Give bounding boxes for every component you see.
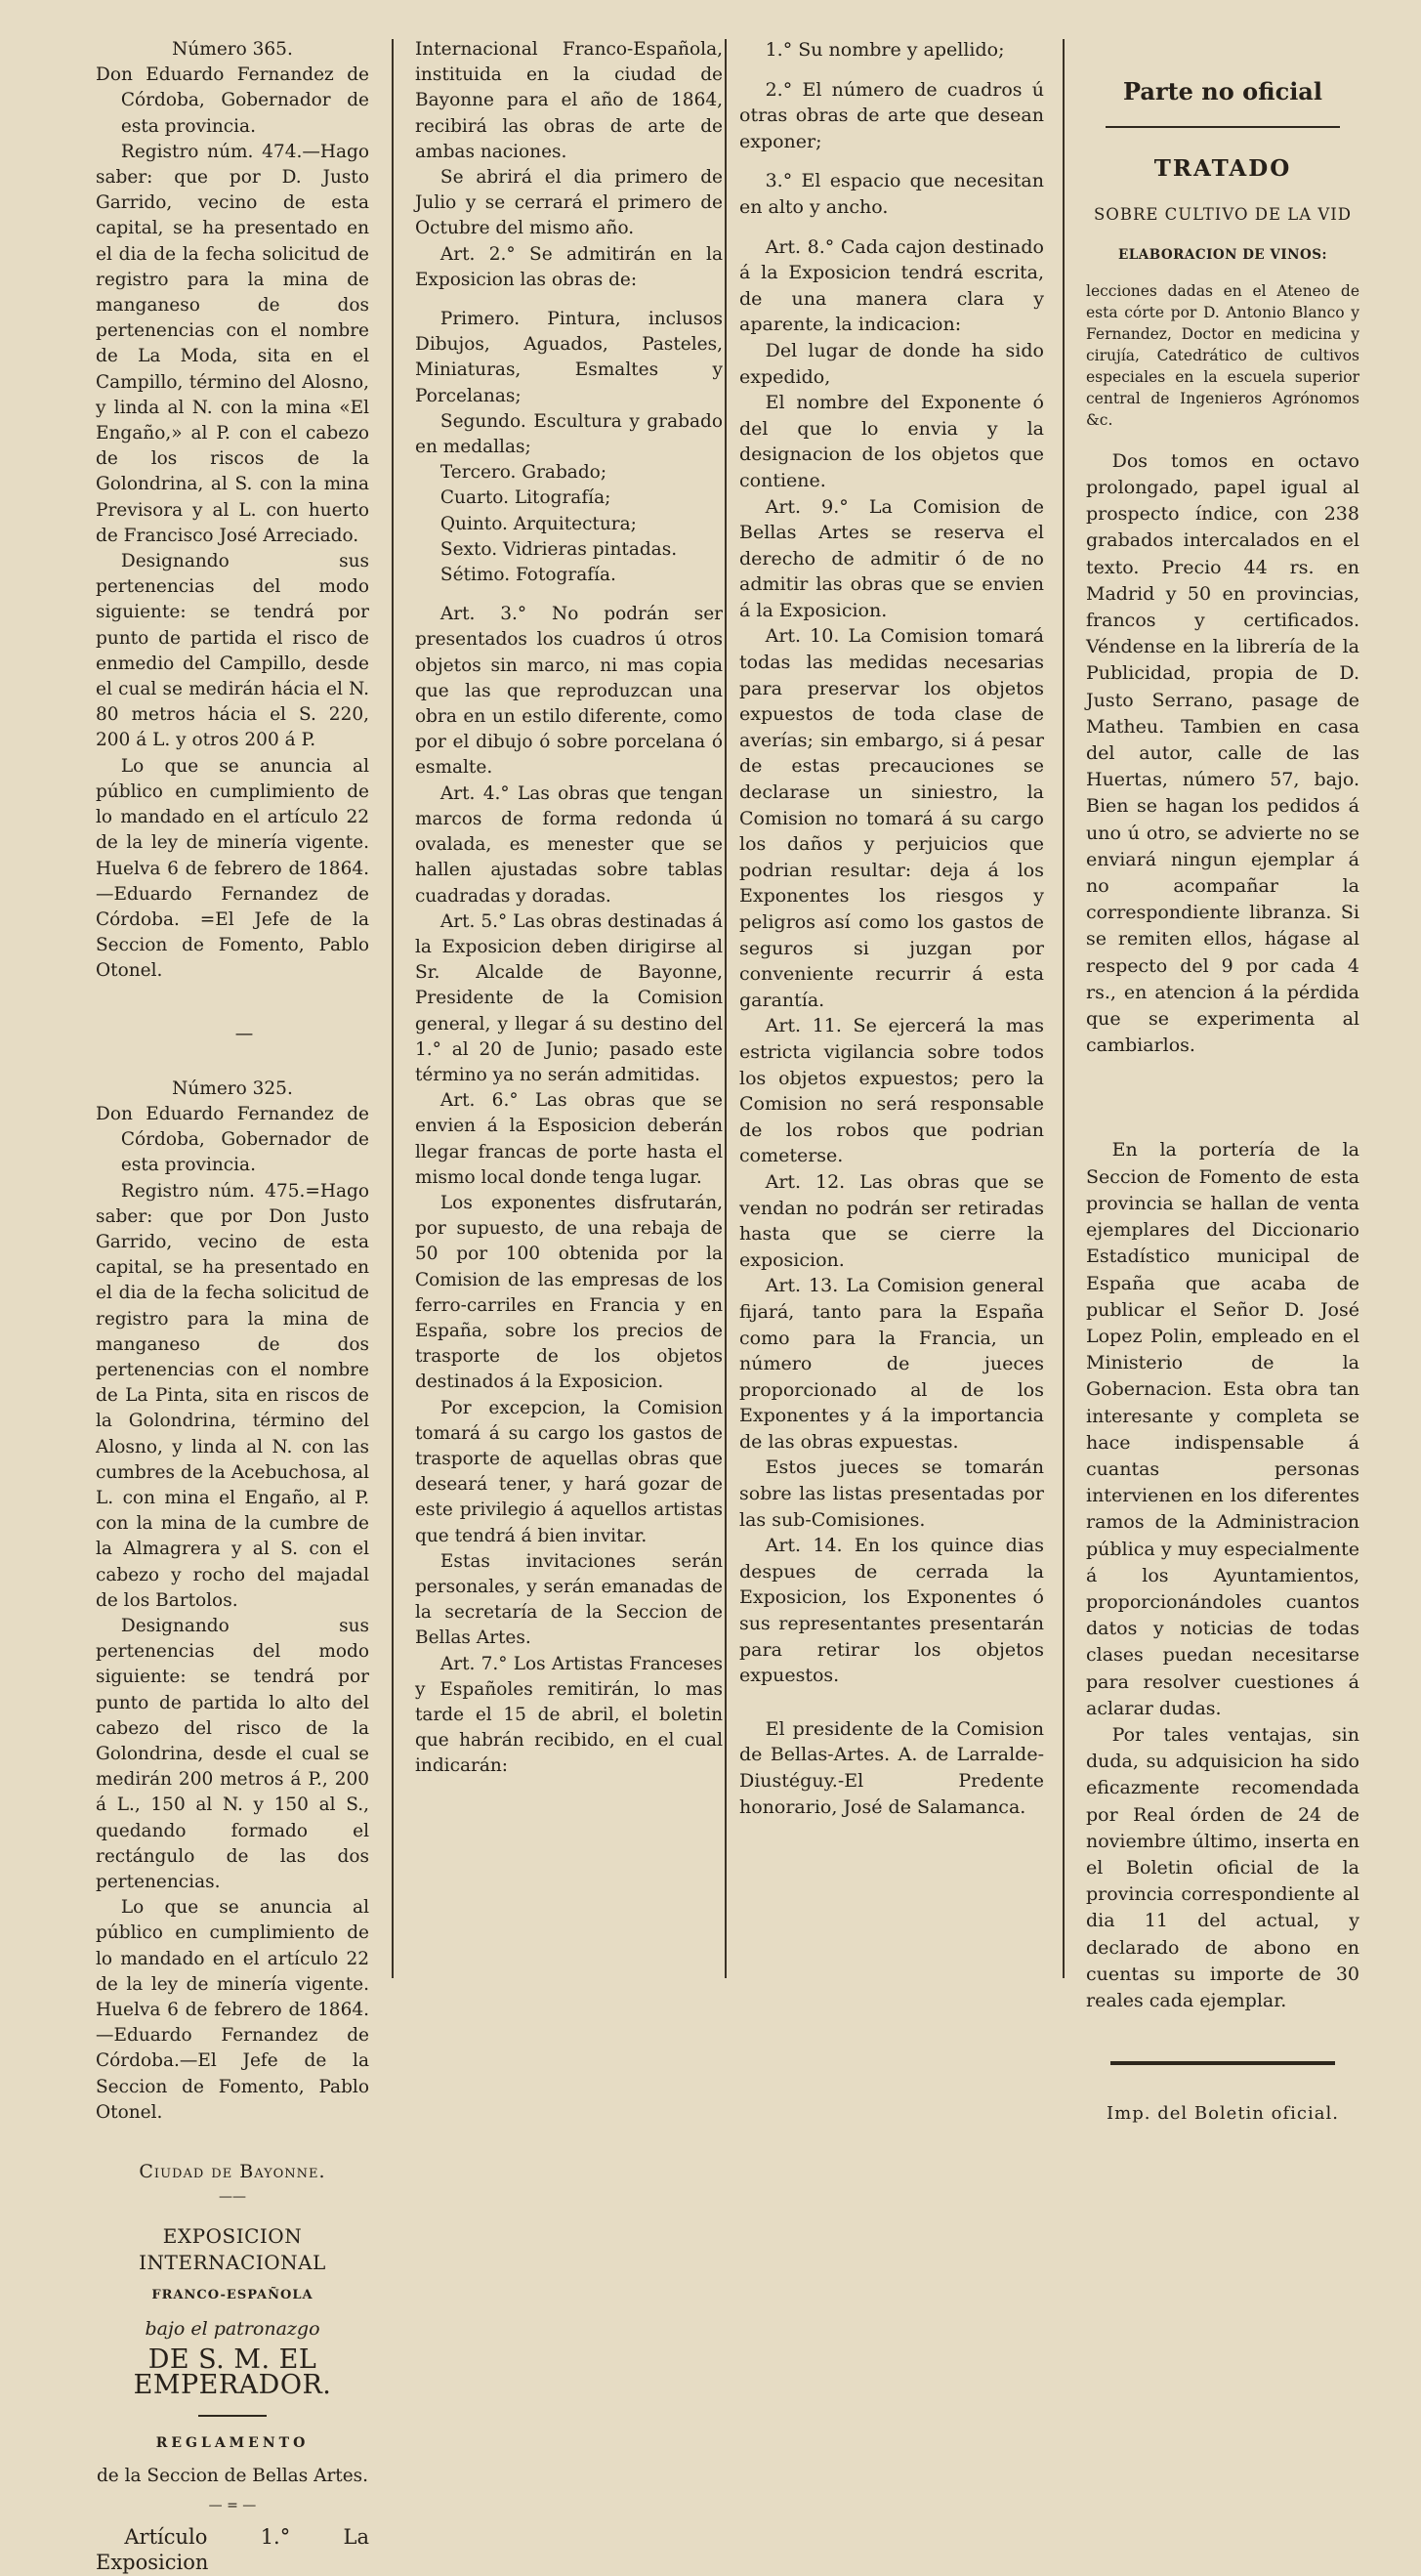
article-paragraph: Art. 14. En los quince dias despues de cerrada la Exposicion, los Exponentes ó sus representantes presentarán para retirar los objetos expuestos. [739,1535,1044,1687]
notice-paragraph: Designando sus pertenencias del modo siguiente: se tendrá por punto de partida el risco de enmedio del Campillo, desde el cual se medirán hácia el N. 80 metros hácia el S. 220, 200 á L. y otros 200 á P. [96,551,369,751]
advert-paragraph: En la portería de la Seccion de Fomento de esta provincia se hallan de venta ejemplares del Diccionario Estadístico municipal de España que acaba de publicar el Señor D. José Lopez Polin, empleado en el Ministerio de la Gobernacion. Esta obra tan interesante y completa se hace indispensable á cuantas personas intervienen en los diferentes ramos de la Administracion pública y muy especialmente á los Ayuntamientos, proporcionándoles cuantos datos y noticias de todas clases puedan necesitarse para resolver cuestiones á aclarar dudas. [1086,1139,1359,1719]
signature-paragraph: El presidente de la Comision de Bellas-Artes. A. de Larralde-Diustéguy.-El Predente honorario, José de Salamanca. [739,1717,1044,1818]
list-item: Quinto. Arquitectura; [439,513,637,534]
article-paragraph: Los exponentes disfrutarán, por supuesto, de una rebaja de 50 por 100 obtenida por la Comision de las empresas de los ferro-carriles en Francia y en España, sobre los precios de trasporte de los objetos destinados á la Exposicion. [415,1192,723,1393]
emperor-line: DE S. M. EL EMPERADOR. [133,2344,332,2401]
column-2 [415,37,723,1780]
exposition-subtitle: FRANCO-ESPAÑOLA [151,2287,313,2302]
list-item: Sexto. Vidrieras pintadas. [439,538,678,560]
notice-paragraph: Lo que se anuncia al público en cumplimiento de lo mandado en el artículo 22 de la ley de minería vigente. Huelva 6 de febrero de 1864.—Eduardo Fernandez de Córdoba.—El Jefe de la Seccion de Fomento, Pablo Otonel. [96,1897,369,2123]
list-item: Segundo. Escultura y grabado en medallas; [415,410,723,458]
article-start: Artículo 1.° La Exposicion [96,2525,369,2575]
column-rule [725,39,727,1978]
list-item: 2.° El número de cuadros ú otras obras de arte que desean exponer; [739,78,1044,152]
section-rule [1106,126,1340,128]
regulation-title: REGLAMENTO [155,2434,310,2451]
article-paragraph: Del lugar de donde ha sido expedido, [739,339,1044,388]
column-4 [1086,37,1359,2127]
notice-paragraph: Designando sus pertenencias del modo siguiente: se tendrá por punto de partida lo alto del cabezo del risco de la Golondrina, desde el cual se medirán 200 metros á P., 200 á L., 150 al N. y 150 al S., quedando formado el rectángulo de las dos pertenencias. [96,1615,369,1893]
article-paragraph: Estas invitaciones serán personales, y serán emanadas de la secretaría de la Seccion de Bellas Artes. [415,1550,723,1649]
treatise-subheading: ELABORACION DE VINOS: [1117,246,1328,263]
regulation-subtitle: de la Seccion de Bellas Artes. [96,2465,369,2486]
article-paragraph: Art. 3.° No podrán ser presentados los cuadros ú otros objetos sin marco, ni mas copia que las que reproduzcan una obra en un estilo diferente, como por el dibujo ó sobre porcelana ó esmalte. [415,604,723,779]
notice-number: Número 325. [172,1077,293,1099]
article-paragraph: Internacional Franco-Española, instituida en la ciudad de Bayonne para el año de 1864, recibirá las obras de arte de ambas naciones. [415,39,723,162]
list-item: Tercero. Grabado; [439,462,607,484]
exposition-title: EXPOSICION INTERNACIONAL [139,2224,326,2274]
column-rule [392,39,394,1978]
article-paragraph: Art. 11. Se ejercerá la mas estricta vigilancia sobre todos los objetos expuestos; pero la Comision no será responsable de los robos que podrian cometerse. [739,1015,1044,1167]
article-paragraph: Por excepcion, la Comision tomará á su cargo los gastos de trasporte de aquellas obras que deseará tener, y hará gozar de este privilegio á aquellos artistas que tendrá á bien invitar. [415,1397,723,1546]
article-paragraph: Art. 6.° Las obras que se envien á la Esposicion deberán llegar francas de porte hasta el mismo local donde tenga lugar. [415,1090,723,1188]
column-rule [1063,39,1065,1978]
article-paragraph: Art. 7.° Los Artistas Franceses y Españoles remitirán, lo mas tarde el 15 de abril, el boletin que habrán recibido, en el cual indicarán: [415,1653,723,1777]
advert-paragraph: Por tales ventajas, sin duda, su adquisicion ha sido eficazmente recomendada por Real órden de 24 de noviembre último, inserta en el Boletin oficial de la provincia correspondiente al dia 11 del actual, y declarado de abono en cuentas su importe de 30 reales cada ejemplar. [1086,1723,1359,2011]
list-item: 3.° El espacio que necesitan en alto y ancho. [739,170,1044,218]
article-paragraph: El nombre del Exponente ó del que lo envia y la designacion de los objetos que contiene. [739,392,1044,491]
list-item: Primero. Pintura, inclusos Dibujos, Aguados, Pasteles, Miniaturas, Esmaltes y Porcelanas; [415,309,723,406]
article-paragraph: Art. 4.° Las obras que tengan marcos de forma redonda ú ovalada, es menester que se hallen ajustadas sobre tablas cuadradas y doradas. [415,782,723,907]
city-heading: Ciudad de Bayonne. [139,2161,326,2183]
article-paragraph: Art. 2.° Se admitirán en la Exposicion las obras de: [415,243,723,290]
advert-paragraph: Dos tomos en octavo prolongado, papel igual al prospecto índice, con 238 grabados intercalados en el texto. Precio 44 rs. en Madrid y 50 en provincias, francos y certificados. Véndense en la librería de la Publicidad, propia de D. Justo Serrano, pasage de Matheu. Tambien en casa del autor, calle de las Huertas, número 57, bajo. Bien se hagan los pedidos á uno ú otro, se advierte no se enviará ningun ejemplar á no acompañar la correspondiente libranza. Si se remiten ellos, hágase al respecto del 9 por cada 4 rs., en atencion á la pérdida que se experimenta al cambiarlos. [1086,449,1359,1057]
article-paragraph: Art. 10. La Comision tomará todas las medidas necesarias para preservar los objetos expuestos de toda clase de averías; sin embargo, si á pesar de estas precauciones se declarase un siniestro, la Comision no tomará á su cargo los daños y perjuicios que podrian resultar: deja á los Exponentes los riesgos y peligros así como los gastos de seguros si juzgan por conveniente recurrir á esta garantía. [739,625,1044,1011]
column-3 [739,37,1044,1820]
treatise-title: TRATADO [1153,155,1292,183]
treatise-description: lecciones dadas en el Ateneo de esta córte por D. Antonio Blanco y Fernandez, Doctor en medicina y cirujía, Catedrático de cultivos especiales en la escuela superior central de Ingenieros Agrónomos &c. [1086,281,1359,429]
list-item: 1.° Su nombre y apellido; [765,39,1005,61]
column-1 [96,37,369,2576]
notice-paragraph: Lo que se anuncia al público en cumplimiento de lo mandado en el artículo 22 de la ley de minería vigente. Huelva 6 de febrero de 1864.—Eduardo Fernandez de Córdoba. =El Jefe de la Seccion de Fomento, Pablo Otonel. [96,755,369,982]
patronage-line: bajo el patronazgo [145,2318,320,2341]
printer-imprint: Imp. del Boletin oficial. [1107,2103,1339,2125]
article-paragraph: Art. 9.° La Comision de Bellas Artes se reserva el derecho de admitir ó de no admitir las obras que se envien á la Exposicion. [739,495,1044,621]
treatise-subtitle: SOBRE CULTIVO DE LA VID [1093,205,1353,225]
list-item: Sétimo. Fotografía. [439,565,616,586]
notice-number: Número 365. [172,39,293,60]
article-paragraph: Art. 8.° Cada cajon destinado á la Exposicion tendrá escrita, de una manera clara y aparente, la indicacion: [739,235,1044,336]
article-paragraph: Art. 12. Las obras que se vendan no podrán ser retiradas hasta que se cierre la exposicion. [739,1170,1044,1271]
section-heading: Parte no oficial [1123,77,1322,106]
article-paragraph: Se abrirá el dia primero de Julio y se cerrará el primero de Octubre del mismo año. [415,167,723,239]
article-paragraph: Art. 13. La Comision general fijará, tanto para la España como para la Francia, un número de jueces proporcionado al de los Exponentes y á la importancia de las obras expuestas. [739,1275,1044,1453]
separator: — [234,1023,256,1044]
heading-dash: —— [219,2189,246,2206]
notice-header: Don Eduardo Fernandez de Córdoba, Gobernador de esta provincia. [96,64,369,137]
heading-rule [198,2415,267,2417]
article-paragraph: Art. 5.° Las obras destinadas á la Exposicion deben dirigirse al Sr. Alcalde de Bayonne, Presidente de la Comision general, y llegar á su destino del 1.° al 20 de Junio; pasado este término ya no serán admitidas. [415,910,723,1085]
notice-paragraph: Registro núm. 474.—Hago saber: que por D. Justo Garrido, vecino de esta capital, se ha presentado en el dia de la fecha solicitud de registro para la mina de manganeso de dos pertenencias con el nombre de La Moda, sita en el Campillo, término del Alosno, y linda al N. con la mina «El Engaño,» al P. con el cabezo de los riscos de la Golondrina, al S. con la mina Previsora y al L. con huerto de Francisco José Arreciado. [96,141,369,546]
notice-header: Don Eduardo Fernandez de Córdoba, Gobernador de esta provincia. [96,1103,369,1176]
heading-dash: — = — [208,2498,257,2514]
notice-paragraph: Registro núm. 475.=Hago saber: que por Don Justo Garrido, vecino de esta capital, se ha presentado en el dia de la fecha solicitud de registro para la mina de manganeso de dos pertenencias con el nombre de La Pinta, sita en riscos de la Golondrina, término del Alosno, y linda al N. con las cumbres de la Acebuchosa, al L. con mina el Engaño, al P. con la mina de la cumbre de la Almagrera y al S. con el cabezo y rocho del majadal de los Bartolos. [96,1180,369,1611]
list-item: Cuarto. Litografía; [439,487,611,509]
article-paragraph: Estos jueces se tomarán sobre las listas presentadas por las sub-Comisiones. [739,1457,1044,1531]
